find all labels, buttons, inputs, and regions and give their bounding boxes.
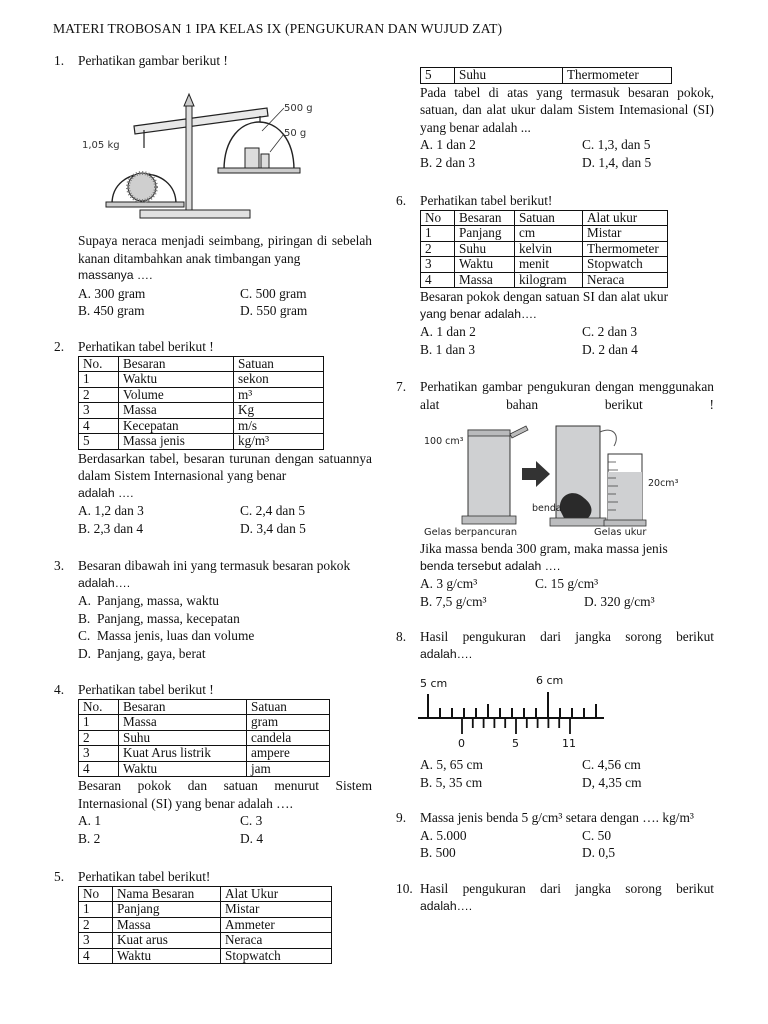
table-alat-ukur: [78, 886, 332, 965]
option[interactable]: C. 3: [240, 813, 263, 828]
answer-options: [78, 285, 372, 320]
question-text: Besaran pokok dan satuan menurut Sistem Internasional (SI) yang benar adalah ….: [78, 778, 372, 811]
table-row: 4 Kecepatan m/s: [79, 418, 324, 434]
option[interactable]: D. 320 g/cm³: [584, 593, 655, 609]
question-text: Besaran pokok dengan satuan SI dan alat ukur: [420, 289, 669, 304]
main-scale-label-6: 6 cm: [536, 674, 564, 687]
question-10: [396, 880, 714, 915]
answer-options: [420, 827, 714, 862]
table-row: 4 Massa kilogram Neraca: [421, 272, 668, 288]
question-1: [54, 52, 372, 70]
option[interactable]: A. 5, 65 cm: [420, 757, 483, 772]
volume-label-100: 100 cm³: [424, 436, 464, 447]
table-row: 1 Waktu sekon: [79, 372, 324, 388]
table-row: 2 Volume m³: [79, 387, 324, 403]
question-text: Massa jenis benda 5 g/cm³ setara dengan …. kg/m³: [420, 810, 694, 825]
table-row: 3 Kuat arus Neraca: [79, 933, 332, 949]
option[interactable]: A. 1 dan 2: [420, 137, 476, 152]
question-intro: Perhatikan gambar berikut !: [78, 53, 228, 68]
table-row: 2 Massa Ammeter: [79, 917, 332, 933]
question-text-tail: adalah….: [78, 575, 131, 590]
question-text: Besaran dibawah ini yang termasuk besaran pokok: [78, 558, 351, 573]
option[interactable]: C. 1,3, dan 5: [582, 137, 651, 152]
question-text-tail: massanya ….: [78, 268, 153, 282]
table-satuan-alat: [420, 210, 668, 289]
option[interactable]: D, 4,35 cm: [582, 774, 642, 790]
question-intro: Perhatikan tabel berikut!: [78, 869, 211, 884]
question-number: 3.: [54, 558, 65, 573]
benda-label: benda: [532, 503, 562, 514]
question-number: 5.: [54, 869, 65, 884]
question-text-tail: adalah ….: [78, 485, 134, 500]
page-title: MATERI TROBOSAN 1 IPA KELAS IX (PENGUKURAN DAN WUJUD ZAT): [53, 21, 503, 36]
option[interactable]: D. 3,4 dan 5: [240, 520, 306, 536]
option[interactable]: C. 15 g/cm³: [535, 576, 599, 591]
question-text: Pada tabel di atas yang termasuk besaran pokok, satuan, dan alat ukur dalam Sistem Intemasional (SI) yang benar adalah ...: [420, 84, 714, 135]
option[interactable]: A. 300 gram: [78, 285, 146, 301]
label-gelas-ukur: Gelas ukur: [594, 527, 647, 538]
option[interactable]: C. 4,56 cm: [582, 757, 641, 772]
weight-label-500: 500 g: [284, 103, 313, 114]
option[interactable]: D. 4: [240, 830, 264, 846]
question-7-body: [396, 540, 714, 610]
question-number: 4.: [54, 682, 65, 697]
main-scale-label-5: 5 cm: [420, 677, 448, 690]
table-row: 2 Suhu candela: [79, 730, 330, 746]
weight-label-1-05: 1,05 kg: [82, 140, 120, 151]
table-row: 3 Waktu menit Stopwatch: [421, 257, 668, 273]
table-row: 4 Waktu Stopwatch: [79, 948, 332, 964]
vernier-label-5: 5: [512, 737, 519, 750]
question-intro: Perhatikan tabel berikut!: [420, 193, 553, 208]
answer-options: [420, 756, 714, 791]
option[interactable]: D. 2 dan 4: [582, 341, 638, 357]
option[interactable]: D. 1,4, dan 5: [582, 154, 652, 170]
question-intro: Perhatikan tabel berikut !: [78, 339, 214, 354]
question-text: Jika massa benda 300 gram, maka massa jenis: [420, 541, 668, 556]
option[interactable]: B. 7,5 g/cm³: [420, 593, 487, 609]
question-text: Hasil pengukuran dari jangka sorong berikut: [420, 881, 714, 896]
option[interactable]: B. 2 dan 3: [420, 154, 476, 170]
question-4: [54, 681, 372, 847]
table-row: 1 Massa gram: [79, 715, 330, 731]
question-number: 6.: [396, 193, 407, 208]
question-text: Supaya neraca menjadi seimbang, piringan di sebelah kanan ditambahkan anak timbangan yang: [78, 233, 372, 266]
question-number: 10.: [396, 881, 413, 896]
option[interactable]: A. 1: [78, 813, 102, 828]
vernier-label-0: 0: [458, 737, 465, 750]
option[interactable]: C. Massa jenis, luas dan volume: [78, 628, 255, 643]
option[interactable]: A. 3 g/cm³: [420, 576, 478, 591]
question-1-body: [54, 232, 372, 320]
question-text: Hasil pengukuran dari jangka sorong berikut: [420, 629, 714, 644]
answer-options: [420, 575, 714, 610]
question-number: 1.: [54, 53, 65, 68]
question-text: Berdasarkan tabel, besaran turunan dengan satuannya dalam Sistem Internasional yang benar: [78, 450, 372, 483]
table-row: 5 Massa jenis kg/m³: [79, 434, 324, 450]
table-header: No. Besaran Satuan: [79, 699, 330, 715]
option[interactable]: B. 2,3 dan 4: [78, 520, 144, 536]
answer-options: [78, 812, 372, 847]
balance-scale-figure: [62, 86, 332, 226]
table-row: 5 Suhu Thermometer: [421, 68, 672, 84]
question-8: [396, 628, 714, 663]
option[interactable]: A. Panjang, massa, waktu: [78, 593, 219, 608]
option[interactable]: C. 2,4 dan 5: [240, 503, 306, 518]
option[interactable]: A. 5.000: [420, 827, 467, 843]
option[interactable]: C. 50: [582, 827, 612, 843]
answer-options: [78, 502, 372, 537]
density-measurement-figure: [424, 414, 688, 540]
table-row: 4 Waktu jam: [79, 761, 330, 777]
question-intro: Perhatikan tabel berikut !: [78, 682, 214, 697]
option[interactable]: A. 1,2 dan 3: [78, 503, 144, 518]
question-3: [54, 557, 372, 662]
option[interactable]: D. 550 gram: [240, 303, 308, 318]
question-text-tail: adalah….: [420, 646, 473, 661]
table-row: 2 Suhu kelvin Thermometer: [421, 241, 668, 257]
table-header: No Nama Besaran Alat Ukur: [79, 886, 332, 902]
option[interactable]: B. 2: [78, 830, 101, 846]
answer-options: [78, 592, 372, 662]
question-text-tail: yang benar adalah….: [420, 306, 537, 321]
table-besaran: [78, 356, 324, 450]
question-text-tail: benda tersebut adalah ….: [420, 558, 561, 573]
label-gelas-berpancuran: Gelas berpancuran: [424, 527, 518, 538]
volume-label-20: 20cm³: [648, 478, 679, 489]
question-5-continued: [396, 67, 714, 171]
vernier-caliper-figure: [416, 670, 616, 750]
option[interactable]: D. 0,5: [582, 845, 616, 860]
question-number: 9.: [396, 810, 407, 825]
table-besaran: [78, 699, 330, 778]
arrow-icon: [522, 461, 550, 487]
question-number: 8.: [396, 629, 407, 644]
question-text: Perhatikan gambar pengukuran dengan menggunakan alat bahan berikut !: [420, 379, 714, 412]
question-6: [396, 192, 714, 358]
table-row: 3 Massa Kg: [79, 403, 324, 419]
option[interactable]: C. 500 gram: [240, 285, 307, 301]
question-text-tail: adalah….: [420, 898, 473, 913]
option[interactable]: B. 450 gram: [78, 303, 145, 318]
option[interactable]: D. Panjang, gaya, berat: [78, 645, 206, 661]
table-row: 3 Kuat Arus listrik ampere: [79, 746, 330, 762]
table-header: No Besaran Satuan Alat ukur: [421, 210, 668, 226]
answer-options: [420, 136, 714, 171]
question-number: 2.: [54, 339, 65, 354]
question-number: 7.: [396, 379, 407, 394]
table-header: No. Besaran Satuan: [79, 356, 324, 372]
table-alat-ukur-continued: [420, 67, 672, 84]
question-2: [54, 338, 372, 537]
question-5: [54, 868, 372, 964]
option[interactable]: C. 2 dan 3: [582, 324, 638, 339]
table-row: 1 Panjang Mistar: [79, 902, 332, 918]
question-9: [396, 809, 714, 862]
table-row: 1 Panjang cm Mistar: [421, 226, 668, 242]
weight-label-50: 50 g: [284, 128, 307, 139]
option[interactable]: B. 5, 35 cm: [420, 774, 483, 790]
option[interactable]: B. 1 dan 3: [420, 341, 476, 357]
answer-options: [420, 323, 714, 358]
option[interactable]: B. 500: [420, 845, 456, 860]
option[interactable]: A. 1 dan 2: [420, 324, 476, 339]
question-8-options: [396, 756, 714, 791]
question-7: [396, 378, 714, 413]
option[interactable]: B. Panjang, massa, kecepatan: [78, 610, 240, 626]
vernier-label-11: 11: [562, 737, 576, 750]
